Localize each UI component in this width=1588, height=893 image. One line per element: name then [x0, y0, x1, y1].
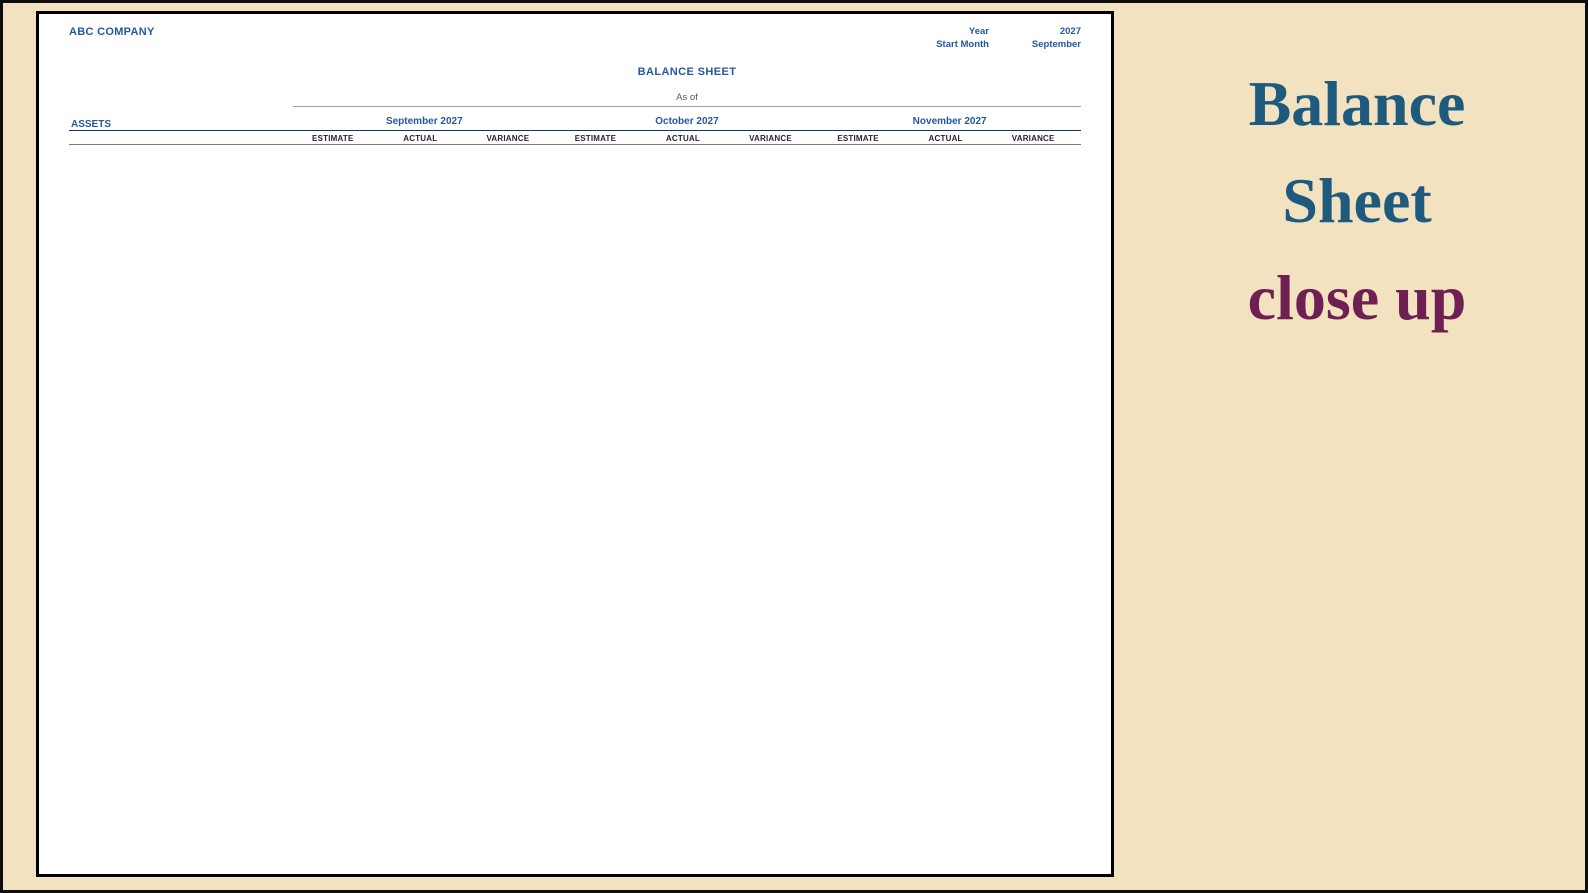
- year-label: Year: [968, 26, 989, 37]
- company-name: ABC COMPANY: [69, 26, 155, 38]
- sheet-meta: [936, 26, 1081, 50]
- column-header-estimate[interactable]: ESTIMATE: [293, 131, 381, 145]
- balance-sheet-window: [36, 11, 1114, 877]
- asof-rule: [293, 106, 1081, 107]
- caption-line-2: Sheet: [1282, 165, 1432, 236]
- month-header-october[interactable]: October 2027: [556, 116, 819, 131]
- column-header-variance[interactable]: VARIANCE: [731, 131, 819, 145]
- column-header-variance[interactable]: VARIANCE: [993, 131, 1081, 145]
- section-header-assets[interactable]: ASSETS: [69, 116, 293, 131]
- column-header-actual[interactable]: ACTUAL: [643, 131, 731, 145]
- asof-label: As of: [676, 92, 698, 103]
- month-header-row: [69, 116, 1081, 131]
- title-block: [293, 66, 1081, 107]
- column-header-estimate[interactable]: ESTIMATE: [556, 131, 644, 145]
- caption-line-1: Balance: [1248, 68, 1466, 139]
- column-header-estimate[interactable]: ESTIMATE: [818, 131, 906, 145]
- balance-sheet-table: [69, 116, 1081, 145]
- label-column-spacer: [69, 131, 293, 145]
- slide-caption: [1131, 55, 1583, 346]
- start-month-value[interactable]: September: [1031, 39, 1081, 50]
- column-header-actual[interactable]: ACTUAL: [906, 131, 994, 145]
- column-header-variance[interactable]: VARIANCE: [468, 131, 556, 145]
- year-value[interactable]: 2027: [1059, 26, 1081, 37]
- column-header-row: [69, 131, 1081, 145]
- column-header-actual[interactable]: ACTUAL: [381, 131, 469, 145]
- page-title: BALANCE SHEET: [637, 66, 737, 78]
- caption-line-3: close up: [1247, 262, 1467, 333]
- month-header-november[interactable]: November 2027: [818, 116, 1081, 131]
- start-month-label: Start Month: [936, 39, 989, 50]
- sheet-header: [69, 14, 1081, 50]
- month-header-september[interactable]: September 2027: [293, 116, 556, 131]
